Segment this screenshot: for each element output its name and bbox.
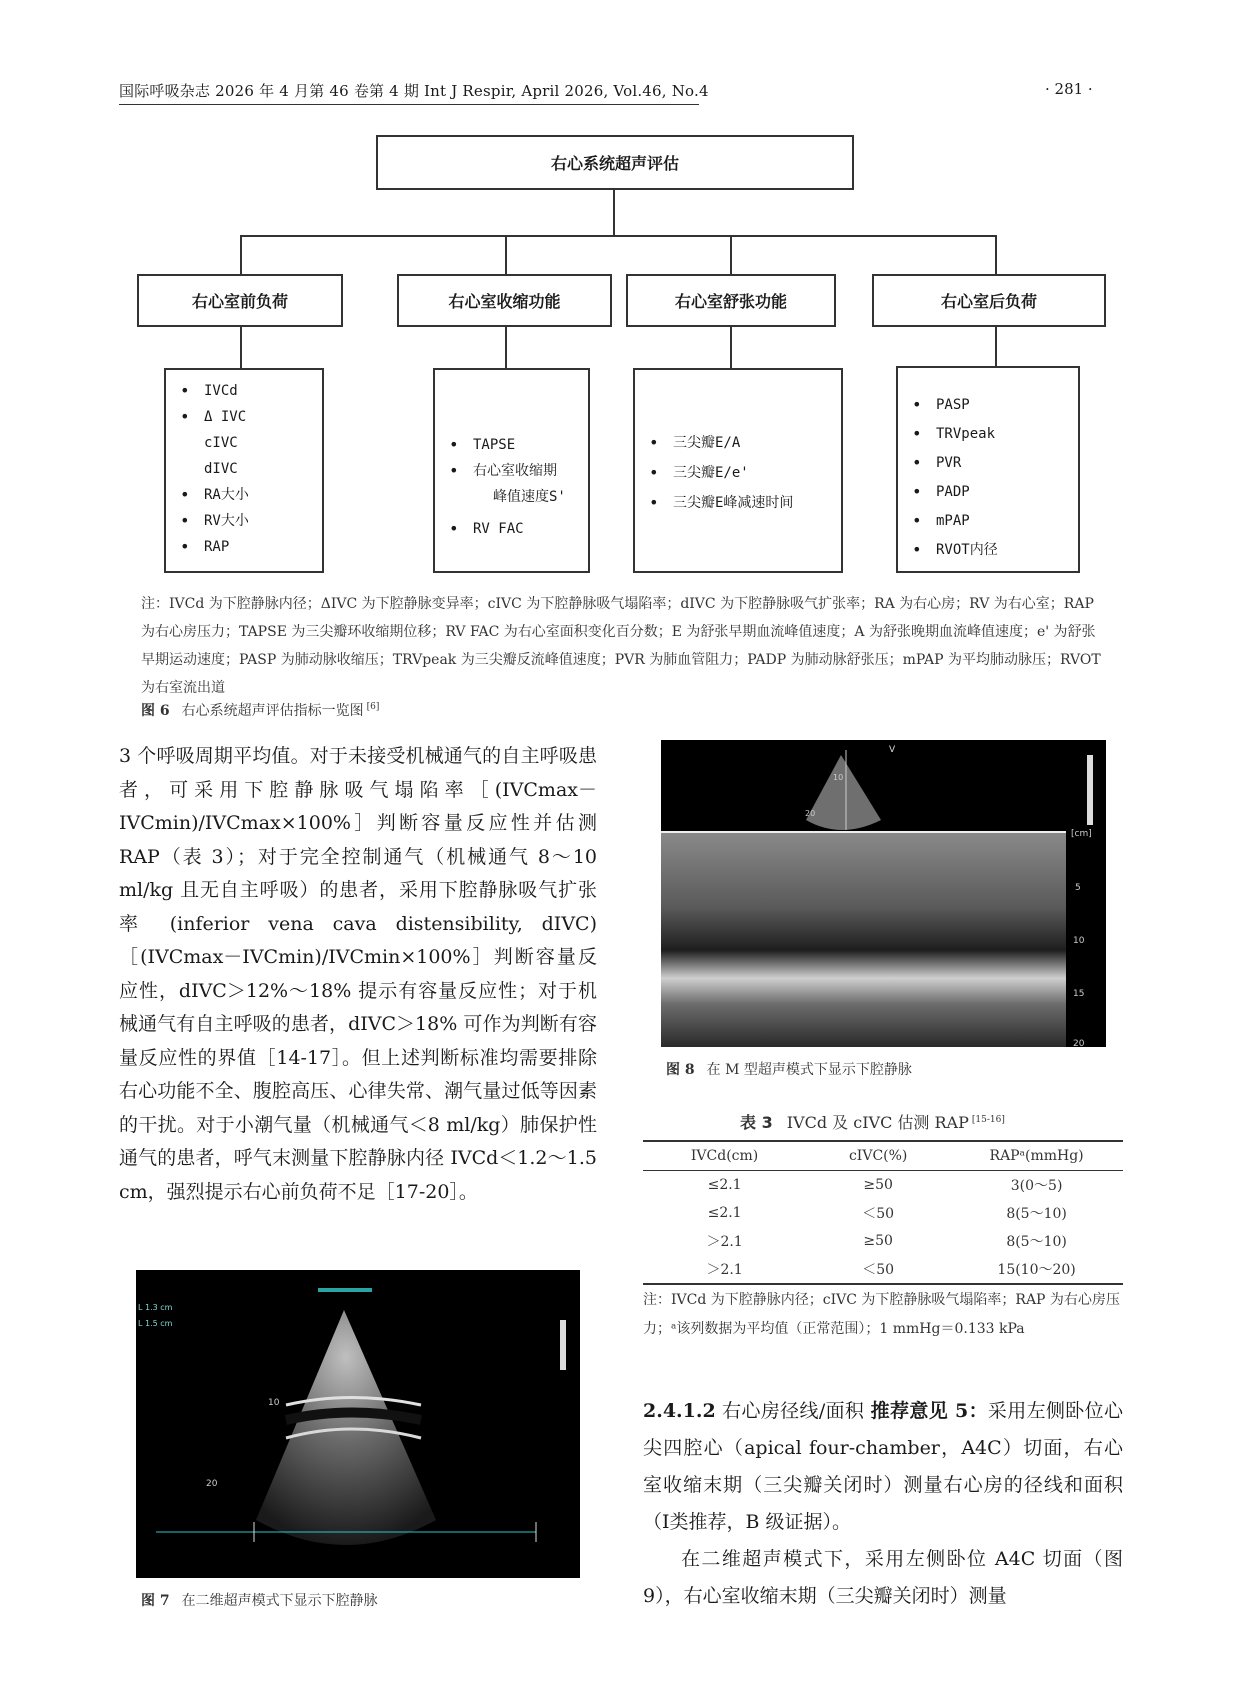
figure-8-caption [666, 1059, 912, 1079]
branch-preload: 右心室前负荷 [137, 274, 343, 327]
list-item: 峰值速度S' [493, 489, 566, 505]
list-item: • mPAP [898, 508, 1078, 537]
branch-systolic: 右心室收缩功能 [397, 274, 612, 327]
table-cell: 3(0～5) [1010, 1178, 1063, 1194]
scale-tick: 20 [1073, 1039, 1085, 1047]
body-paragraph: 3 个呼吸周期平均值。对于未接受机械通气的自主呼吸患者，可采用下腔静脉吸气塌陷率［(IVCmax－IVCmin)/IVCmax×100%］判断容量反应性并估测 RAP（表 3）；对于完全控制通气（机械通气 8～10 ml/kg 且无自主呼吸）的患者，采用下腔静脉吸气扩张率 (inferior vena cava distensibility, dIVC)［(IVCmax－IVCmin)/IVCmin×100%］判断容量反应性，dIVC＞12%～18% 提示有容量反应性；对于机械通气有自主呼吸的患者，dIVC＞18% 可作为判断有容量反应性的界值［14-17］。但上述判断标准均需要排除右心功能不全、腹腔高压、心律失常、潮气量过低等因素的干扰。对于小潮气量（机械通气＜8 ml/kg）肺保护性通气的患者，呼气末测量下腔静脉内径 IVCd＜1.2～1.5 cm，强烈提示右心前负荷不足［17-20］。 [119, 745, 597, 1203]
caption-label: 图 8 [666, 1062, 695, 1078]
list-item: • RV大小 [166, 508, 322, 534]
connector [505, 327, 507, 369]
list-item: • RAP [166, 534, 322, 560]
body-paragraph: 在二维超声模式下，采用左侧卧位 A4C 切面（图 9），右心室收缩末期（三尖瓣关闭时）测量 [643, 1548, 1123, 1607]
scale-unit: [cm] [1071, 829, 1092, 839]
list-item: • TRVpeak [898, 421, 1078, 450]
recommendation-text: 采用左侧卧位心尖四腔心（apical four-chamber，A4C）切面，右心室收缩末期（三尖瓣关闭时）测量右心房的径线和面积（Ⅰ类推荐，B 级证据）。 [643, 1400, 1123, 1533]
connector [730, 327, 732, 369]
table-cell: ≤2.1 [707, 1205, 742, 1221]
figure-7-ultrasound [136, 1270, 580, 1578]
branch-diastolic: 右心室舒张功能 [626, 274, 836, 327]
overlay-label: L 1.5 cm [138, 1319, 173, 1328]
afterload-list-box [896, 366, 1080, 573]
page-number: · 281 · [1045, 80, 1093, 98]
list-item: dIVC [204, 461, 238, 477]
table-cell: 15(10～20) [950, 1255, 1123, 1284]
preload-list-box [164, 368, 324, 573]
figure-8-ultrasound [661, 740, 1106, 1047]
section-number: 2.4.1.2 [643, 1400, 716, 1422]
table-title: IVCd 及 cIVC 估测 RAP [786, 1113, 969, 1132]
list-item: • PASP [898, 392, 1078, 421]
column-header: RAPᵃ(mmHg) [950, 1141, 1123, 1171]
connector [730, 235, 732, 275]
list-item: • RV FAC [435, 516, 588, 542]
connector [505, 235, 507, 275]
table-row [643, 1199, 1123, 1227]
list-item: • 三尖瓣E/e' [635, 460, 841, 490]
connector [240, 235, 997, 237]
table-header-row [643, 1141, 1123, 1171]
connector [240, 235, 242, 275]
preload-list [166, 378, 322, 560]
table-row [643, 1227, 1123, 1255]
scale-tick: 15 [1073, 989, 1085, 999]
systolic-list-box [433, 368, 590, 573]
list-item: • 右心室收缩期 [435, 458, 588, 484]
list-item: cIVC [204, 435, 238, 451]
caption-text: 在 M 型超声模式下显示下腔静脉 [706, 1062, 912, 1078]
scale-tick: 5 [1075, 883, 1081, 893]
section-2-4-1-2 [643, 1393, 1123, 1615]
depth-label: 10 [268, 1398, 280, 1408]
depth-label: 10 [833, 773, 844, 782]
table-label: 表 3 [740, 1113, 773, 1132]
connector [995, 327, 997, 367]
caption-label: 图 7 [141, 1593, 170, 1609]
table-cell: ＞2.1 [643, 1255, 806, 1284]
list-item: • 三尖瓣E/A [635, 430, 841, 460]
systolic-list [435, 432, 588, 542]
diastolic-list-box [633, 368, 843, 573]
header-rule [119, 104, 699, 105]
figure-6-note: 注：IVCd 为下腔静脉内径；ΔIVC 为下腔静脉变异率；cIVC 为下腔静脉吸气塌陷率；dIVC 为下腔静脉吸气扩张率；RA 为右心房；RV 为右心室；RAP 为右心房压力；TAPSE 为三尖瓣环收缩期位移；RV FAC 为右心室面积变化百分数；E 为舒张早期血流峰值速度；A 为舒张晚期血流峰值速度；e' 为舒张早期运动速度；PASP 为肺动脉收缩压；TRVpeak 为三尖瓣反流峰值速度；PVR 为肺血管阻力；PADP 为肺动脉舒张压；mPAP 为平均肺动脉压；RVOT 为右室流出道 [141, 596, 1101, 696]
list-item: • RA大小 [166, 482, 322, 508]
list-item: • TAPSE [435, 432, 588, 458]
column-header: cIVC(%) [806, 1141, 950, 1171]
caption-ref: [6] [366, 702, 380, 713]
connector [995, 235, 997, 275]
figure-6-caption [141, 700, 379, 720]
section-title: 右心房径线/面积 [722, 1400, 865, 1422]
marker-label: V [889, 745, 896, 755]
list-item: • IVCd [166, 378, 322, 404]
table-cell: ＜50 [862, 1206, 895, 1222]
recommendation-paragraph [643, 1393, 1123, 1541]
ultrasound-2d-image [136, 1270, 580, 1578]
caption-text: 右心系统超声评估指标一览图 [181, 703, 364, 719]
figure-7-caption [141, 1590, 378, 1610]
connector [613, 190, 615, 236]
scale-tick: 10 [1073, 936, 1085, 946]
table-cell: ≥50 [863, 1177, 893, 1193]
ultrasound-mmode-image [661, 740, 1106, 1047]
running-header: 国际呼吸杂志 2026 年 4 月第 46 卷第 4 期 Int J Respir, April 2026, Vol.46, No.4 [119, 82, 709, 100]
list-item: • PADP [898, 479, 1078, 508]
connector [240, 327, 242, 369]
list-item: • PVR [898, 450, 1078, 479]
table-row [643, 1255, 1123, 1284]
depth-label: 20 [805, 809, 816, 818]
table-3-note: 注：IVCd 为下腔静脉内径；cIVC 为下腔静脉吸气塌陷率；RAP 为右心房压力；ᵃ该列数据为平均值（正常范围）；1 mmHg＝0.133 kPa [643, 1292, 1120, 1337]
diastolic-list [635, 430, 841, 520]
list-item: • Δ IVC [166, 404, 322, 430]
table-cell: ≤2.1 [707, 1177, 742, 1193]
root-node: 右心系统超声评估 [376, 135, 854, 190]
list-item: • 三尖瓣E峰减速时间 [635, 490, 841, 520]
column-header: IVCd(cm) [643, 1141, 806, 1171]
branch-afterload: 右心室后负荷 [872, 274, 1106, 327]
table-cell: ＜50 [806, 1255, 950, 1284]
table-3-title [740, 1110, 1005, 1133]
recommendation-label: 推荐意见 5： [870, 1400, 988, 1422]
table-row [643, 1171, 1123, 1200]
table-cell: ≥50 [863, 1233, 893, 1249]
table-3 [643, 1140, 1123, 1285]
caption-label: 图 6 [141, 703, 170, 719]
depth-label: 20 [206, 1479, 218, 1489]
afterload-list [898, 392, 1078, 566]
caption-text: 在二维超声模式下显示下腔静脉 [181, 1593, 378, 1609]
list-item: • RVOT内径 [898, 537, 1078, 566]
table-cell: 8(5～10) [1006, 1234, 1067, 1250]
table-ref: [15-16] [971, 1114, 1005, 1125]
overlay-label: L 1.3 cm [138, 1303, 173, 1312]
table-cell: ＞2.1 [706, 1234, 743, 1250]
table-cell: 8(5～10) [1006, 1206, 1067, 1222]
left-column-text [119, 740, 597, 1209]
mmode-trace [661, 832, 1066, 1047]
